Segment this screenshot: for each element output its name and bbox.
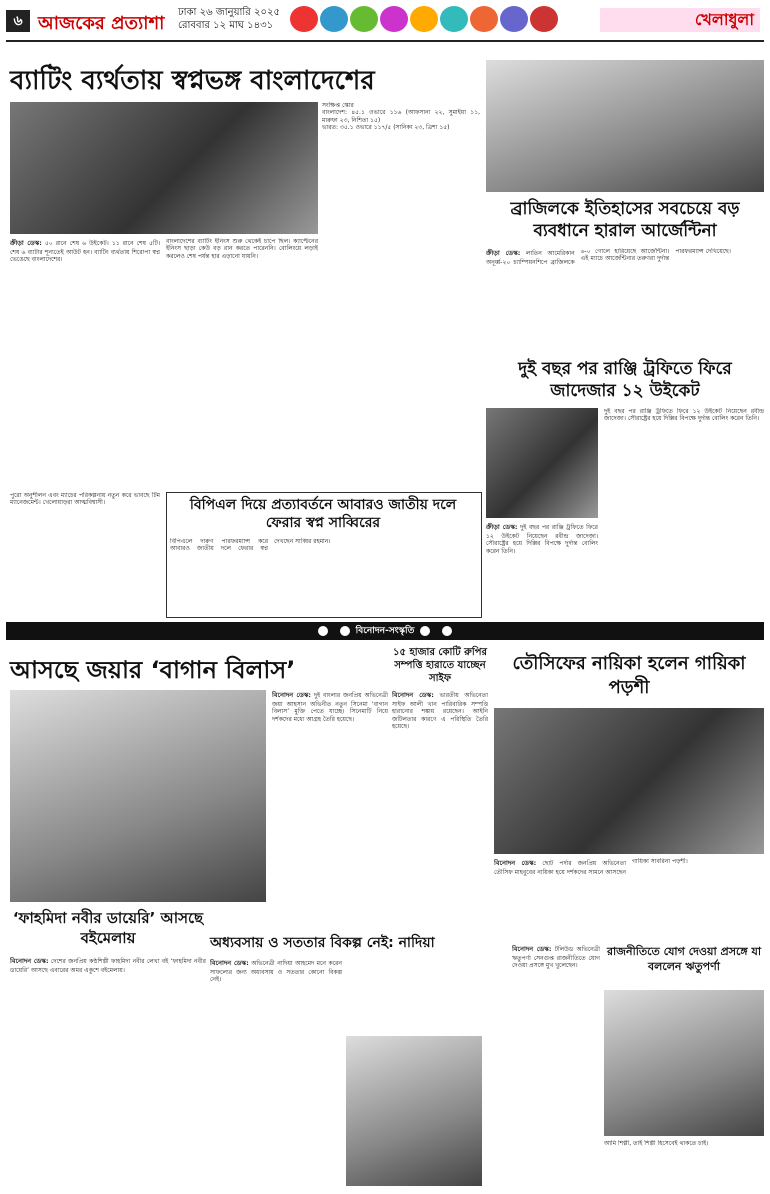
story-text: ছোট পর্দার জনপ্রিয় অভিনেতা তৌসিফ মাহবুবের নায়িকা হয়ে দর্শকদের সামনে আসছেন গায়িকা সাবরিনা পড়শী। [494,858,688,876]
archer-icon [500,6,528,32]
cycling-icon [380,6,408,32]
boxing-icon [530,6,558,32]
tennis-icon [410,6,438,32]
headline-fahmida: ‘ফাহমিদা নবীর ডায়েরি’ আসছে বইমেলায় [12,909,204,947]
story-tousif [494,858,764,938]
dateline: ক্রীড়া ডেস্ক: [10,239,42,247]
story-jaya [272,690,388,946]
date-line-2: রোববার ১২ মাঘ ১৪৩১ [178,20,274,31]
music-icon [340,626,350,636]
date-block [178,6,280,32]
sports-icons [290,6,590,34]
cricket-icon [320,6,348,32]
nadia-photo [346,1036,482,1186]
headline-argentina: ব্রাজিলকে ইতিহাসের সবচেয়ে বড় ব্যবধানে হারাল আর্জেন্টিনা [510,199,740,241]
story-text: ভারতীয় অভিনেতা সাইফ আলী খান পারিবারিক সম্পত্তি হারানোর শঙ্কায় রয়েছেন। আইনি জটিলতার কারণে এ পরিস্থিতি তৈরি হয়েছে। [392,692,488,731]
headline-nadia: অধ্যবসায় ও সততার বিকল্প নেই: নাদিয়া [210,935,435,951]
story-fahmida [10,956,206,1186]
football-photo [486,60,764,192]
dateline: বিনোদন ডেস্ক: [210,959,249,967]
story-sabbir: বিপিএলে দারুণ পারফরম্যান্স করে আবারও জাতীয় দলে ফেরার স্বপ্ন দেখছেন সাব্বির রহমান। [170,538,331,553]
story-rituparna-col1 [512,944,600,1112]
story-text: ৫০ রানে শেষ ৬ উইকেট। ১১ রানে শেষ ৫টি। শেষ ৬ ব্যাটার শূন্যতেই আউট হন। ব্যাটিং ব্যর্থতায় শিরোপা স্বপ্ন ভেঙেছে বাংলাদেশের। [10,240,160,264]
headline-sabbir: বিপিএল দিয়ে প্রত্যাবর্তনে আবারও জাতীয় দলে ফেরার স্বপ্ন সাব্বিরের [189,497,457,531]
headline-batting: ব্যাটিং ব্যর্থতায় স্বপ্নভঙ্গ বাংলাদেশের [10,66,375,96]
film-icon [318,626,328,636]
story-text: লাতিন আমেরিকান অনূর্ধ্ব-২০ চ্যাম্পিয়নশিপে ব্রাজিলকে ৬-০ গোলে হারিয়েছে আর্জেন্টিনা। এই ম্যাচে আর্জেন্টিনার তরুণরা দুর্দান্ত পারফরম্যান্স দেখিয়েছে। [486,248,731,266]
headline-tousif: তৌসিফের নায়িকা হলেন গায়িকা পড়শী [512,653,746,698]
page-number: ৬ [6,10,30,32]
story-text: দুই বছর পর রাঞ্জি ট্রফিতে ফিরে ১২ উইকেট নিয়েছেন রবীন্দ্র জাদেজা। সৌরাষ্ট্রের হয়ে দিল্লির বিপক্ষে দুর্দান্ত বোলিং করেন তিনি। [486,524,598,555]
dateline: বিনোদন ডেস্ক: [10,957,49,965]
story-batting-col2: বাংলাদেশের ব্যাটিং ইনিংস শুরু থেকেই চাপে ছিল। ক্যাপ্টেনের ইনিংস ছাড়া কেউ বড় রান করতে পারেননি। বোলিংয়ে লড়াই করলেও শেষ পর্যন্ত হার এড়ানো যায়নি। [166,238,318,260]
dateline: ক্রীড়া ডেস্ক: [486,523,518,531]
mask-icon [442,626,452,636]
dateline: বিনোদন ডেস্ক: [272,691,312,699]
headline-jadeja: দুই বছর পর রাঞ্জি ট্রফিতে ফিরে জাদেজার ১২ উইকেট [518,359,732,401]
camera-icon [420,626,430,636]
story-practice: পুরো অনুশীলন এবং ম্যাচের পরিকল্পনায় নতুন করে ভাবছে টিম ম্যানেজমেন্ট। খেলোয়াড়রা আত্মবিশ্বাসী। [10,492,160,507]
football-icon [290,6,318,32]
paper-name: আজকের প্রত্যাশা [38,13,165,34]
swimmer-icon [470,6,498,32]
entertainment-band [6,622,764,640]
section-label: খেলাধুলা [600,8,760,32]
story-jadeja-col1 [486,522,598,614]
story-text: টলিউড অভিনেত্রী ঋতুপর্ণা সেনগুপ্ত রাজনীতিতে যোগ দেওয়া প্রসঙ্গে মুখ খুলেছেন। [512,946,600,970]
story-jadeja-col2: দুই বছর পর রাঞ্জি ট্রফিতে ফিরে ১২ উইকেট নিয়েছেন রবীন্দ্র জাদেজা। সৌরাষ্ট্রের হয়ে দিল্লির বিপক্ষে দুর্দান্ত বোলিং করেন তিনি। [604,408,764,423]
rituparna-photo [604,990,764,1136]
tousif-photo [494,708,764,854]
hockey-icon [440,6,468,32]
story-batting-col1 [10,238,160,488]
story-saif [392,690,488,946]
dateline: ক্রীড়া ডেস্ক: [486,249,521,257]
dateline: বিনোদন ডেস্ক: [494,859,537,867]
story-text: দেশের জনপ্রিয় কণ্ঠশিল্পী ফাহমিদা নবীর লেখা বই ‘ফাহমিদা নবীর ডায়েরি’ আসছে এবারের অমর একুশে বইমেলায়। [10,958,206,974]
cricket-photo [10,102,318,234]
headline-rituparna: রাজনীতিতে যোগ দেওয়া প্রসঙ্গে যা বললেন ঋতুপর্ণা [606,945,762,973]
dateline: বিনোদন ডেস্ক: [512,945,552,953]
headline-saif: ১৫ হাজার কোটি রুপির সম্পত্তি হারাতে যাচ্ছেন সাইফ [392,647,487,684]
story-rituparna-quote: আমি শিল্পী, তাই শিল্পী হিসেবেই থাকতে চাই। [604,1140,709,1147]
story-batting-col3: সংক্ষিপ্ত স্কোর বাংলাদেশ: ৪৫.১ ওভারে ১১৬ (আফসানা ২২, সুমাইয়া ১১, মারুফা ২৩, নিশিতা ১৫) ভারত: ৩৫.১ ওভারে ১১৭/৫ (সানিকা ২৩, ত্রিশা ১৫) [322,102,480,132]
story-text: অভিনেত্রী নাদিয়া আহমেদ মনে করেন সাফল্যের জন্য অধ্যবসায় ও সততার কোনো বিকল্প নেই। [210,960,342,984]
date-line-1: ঢাকা ২৬ জানুয়ারি ২০২৫ [178,7,280,18]
headline-jaya: আসছে জয়ার ‘বাগান বিলাস’ [10,656,296,684]
story-text: দুই বাংলার জনপ্রিয় অভিনেত্রী জয়া আহসান অভিনীত নতুন সিনেমা ‘বাগান বিলাস’ মুক্তি পেতে যাচ্ছে। সিনেমাটি নিয়ে দর্শকদের মধ্যে আগ্রহ তৈরি হয়েছে। [272,692,388,723]
band-label: বিনোদন-সংস্কৃতি [355,626,415,636]
jaya-photo [10,690,266,902]
jadeja-photo [486,408,598,518]
dateline: বিনোদন ডেস্ক: [392,691,434,699]
story-nadia-col1 [210,958,342,1186]
runner-icon [350,6,378,32]
story-argentina [486,248,764,348]
